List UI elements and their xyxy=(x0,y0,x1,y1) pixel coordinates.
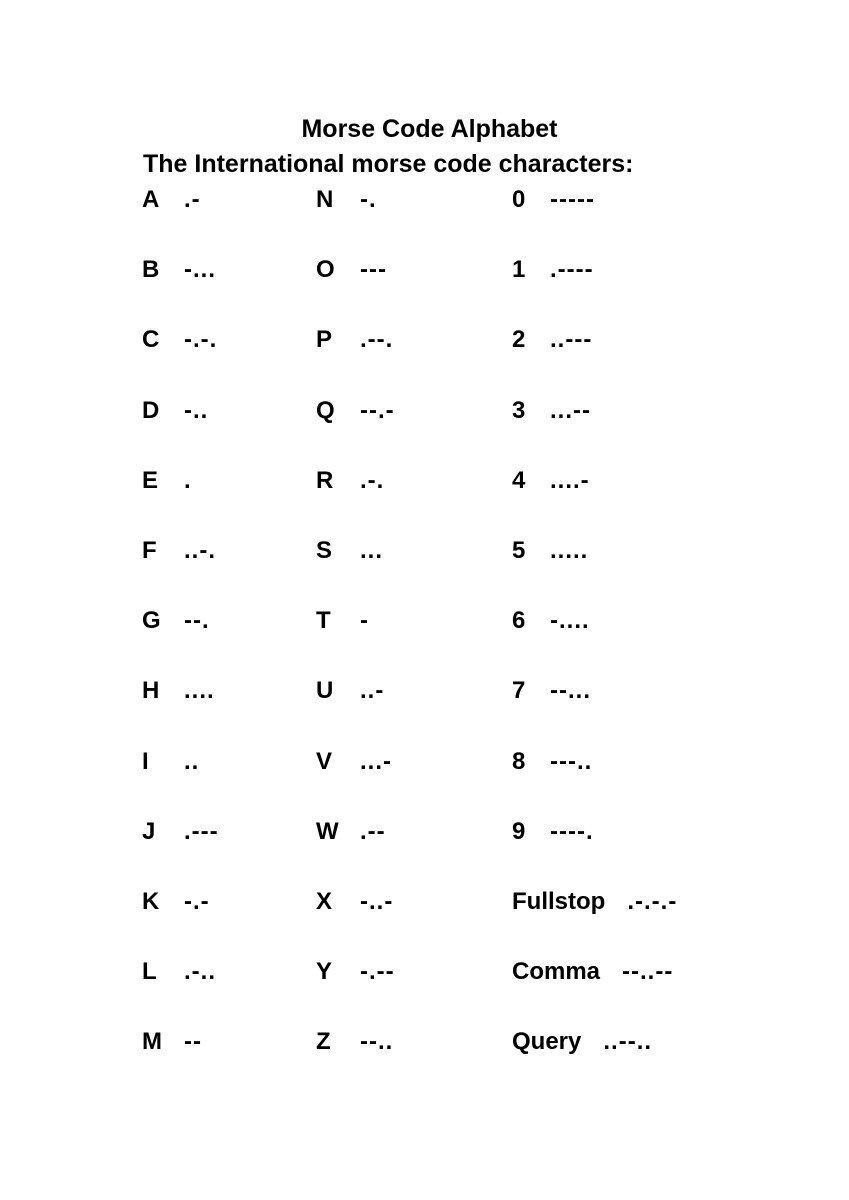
morse-entry xyxy=(316,532,395,602)
morse-character: F xyxy=(142,536,157,564)
morse-code: .-.-.- xyxy=(627,887,678,915)
morse-entry xyxy=(142,813,219,883)
morse-entry xyxy=(512,743,677,813)
morse-character: 8 xyxy=(512,747,526,775)
morse-code: ...-- xyxy=(550,396,591,424)
morse-entry xyxy=(142,532,219,602)
morse-entry xyxy=(142,883,219,953)
morse-character: E xyxy=(142,466,159,494)
morse-code: ----- xyxy=(550,186,595,213)
morse-entry xyxy=(316,181,395,251)
morse-code: -.- xyxy=(184,887,210,915)
morse-code: ..--- xyxy=(550,326,593,354)
morse-character: W xyxy=(316,817,339,845)
morse-code: --.- xyxy=(360,396,395,424)
morse-entry xyxy=(142,672,219,742)
morse-character: B xyxy=(142,256,160,284)
morse-character: U xyxy=(316,677,334,705)
morse-entry xyxy=(142,392,219,462)
morse-entry xyxy=(316,1023,395,1093)
page-subtitle: The International morse code characters: xyxy=(143,150,634,178)
morse-character: 3 xyxy=(512,396,526,424)
morse-character: G xyxy=(142,607,161,635)
morse-entry xyxy=(142,251,219,321)
morse-character: P xyxy=(316,326,333,354)
morse-character: C xyxy=(142,326,160,354)
morse-character: A xyxy=(142,186,160,213)
morse-entry xyxy=(316,743,395,813)
morse-character: O xyxy=(316,256,335,284)
morse-entry xyxy=(316,672,395,742)
morse-entry xyxy=(512,181,677,251)
morse-code: -- xyxy=(184,1028,202,1056)
morse-character: 7 xyxy=(512,677,526,705)
morse-entry xyxy=(142,602,219,672)
morse-code: .-. xyxy=(360,466,385,494)
morse-entry xyxy=(316,953,395,1023)
morse-code: ---.. xyxy=(550,747,593,775)
morse-entry xyxy=(316,392,395,462)
morse-code: --... xyxy=(550,677,591,705)
morse-code: -. xyxy=(360,186,377,213)
morse-character: N xyxy=(316,186,334,213)
morse-entry xyxy=(512,953,677,1023)
morse-entry xyxy=(316,251,395,321)
morse-character: 6 xyxy=(512,607,526,635)
morse-entry xyxy=(142,181,219,251)
letters-a-m-column xyxy=(142,181,219,1093)
morse-code: ... xyxy=(360,536,384,564)
morse-code: ..-. xyxy=(184,536,216,564)
morse-character: K xyxy=(142,887,160,915)
morse-entry xyxy=(142,743,219,813)
morse-entry xyxy=(512,883,677,953)
morse-character: 5 xyxy=(512,536,526,564)
morse-code: -.-- xyxy=(360,958,395,986)
morse-code: ..--.. xyxy=(603,1028,653,1056)
morse-entry xyxy=(512,1023,677,1093)
morse-code: .... xyxy=(184,677,215,705)
morse-code: -.. xyxy=(184,396,209,424)
page-title: Morse Code Alphabet xyxy=(301,115,558,143)
morse-character: D xyxy=(142,396,160,424)
morse-code: . xyxy=(184,466,192,494)
morse-entry xyxy=(142,321,219,391)
morse-code: -.... xyxy=(550,607,590,635)
morse-character: J xyxy=(142,817,156,845)
morse-entry xyxy=(512,672,677,742)
morse-entry xyxy=(512,602,677,672)
morse-character: Z xyxy=(316,1028,331,1056)
morse-entry xyxy=(142,953,219,1023)
morse-character: L xyxy=(142,958,157,986)
morse-character: X xyxy=(316,887,333,915)
morse-entry xyxy=(142,1023,219,1093)
morse-entry xyxy=(142,462,219,532)
morse-entry xyxy=(512,321,677,391)
morse-character: 4 xyxy=(512,466,526,494)
morse-code: .- xyxy=(184,186,201,213)
morse-code: --.. xyxy=(360,1028,394,1056)
morse-code: --..-- xyxy=(622,958,674,986)
morse-character: 2 xyxy=(512,326,526,354)
morse-character: 9 xyxy=(512,817,526,845)
morse-character: Comma xyxy=(512,958,601,986)
letters-n-z-column xyxy=(316,181,395,1093)
morse-character: R xyxy=(316,466,334,494)
morse-character: 1 xyxy=(512,256,526,284)
morse-code: .-.. xyxy=(184,958,216,986)
morse-code: ....- xyxy=(550,466,590,494)
morse-character: Query xyxy=(512,1028,582,1056)
morse-code: ..... xyxy=(550,536,589,564)
morse-character: Q xyxy=(316,396,335,424)
morse-character: Y xyxy=(316,958,333,986)
morse-code: .. xyxy=(184,747,200,775)
digits-punctuation-column xyxy=(512,181,677,1093)
morse-character: M xyxy=(142,1028,162,1056)
morse-entry xyxy=(316,813,395,883)
morse-code: -..- xyxy=(360,887,394,915)
morse-code: .--. xyxy=(360,326,394,354)
morse-character: V xyxy=(316,747,333,775)
morse-code: --. xyxy=(184,607,210,635)
morse-code: .-- xyxy=(360,817,386,845)
morse-entry xyxy=(512,813,677,883)
morse-character: T xyxy=(316,607,331,635)
morse-code: -... xyxy=(184,256,216,284)
morse-character: H xyxy=(142,677,160,705)
morse-character: Fullstop xyxy=(512,887,606,915)
morse-code: .---- xyxy=(550,256,594,284)
morse-character: 0 xyxy=(512,186,526,213)
morse-code: - xyxy=(360,607,369,635)
morse-code: ...- xyxy=(360,747,392,775)
morse-character: I xyxy=(142,747,149,775)
morse-entry xyxy=(512,462,677,532)
morse-entry xyxy=(512,392,677,462)
morse-code: -.-. xyxy=(184,326,218,354)
morse-code: .--- xyxy=(184,817,219,845)
morse-entry xyxy=(512,251,677,321)
morse-entry xyxy=(512,532,677,602)
morse-code: --- xyxy=(360,256,387,284)
morse-entry xyxy=(316,602,395,672)
morse-code: ----. xyxy=(550,817,594,845)
morse-entry xyxy=(316,883,395,953)
morse-entry xyxy=(316,321,395,391)
morse-code: ..- xyxy=(360,677,385,705)
morse-character: S xyxy=(316,536,333,564)
morse-entry xyxy=(316,462,395,532)
